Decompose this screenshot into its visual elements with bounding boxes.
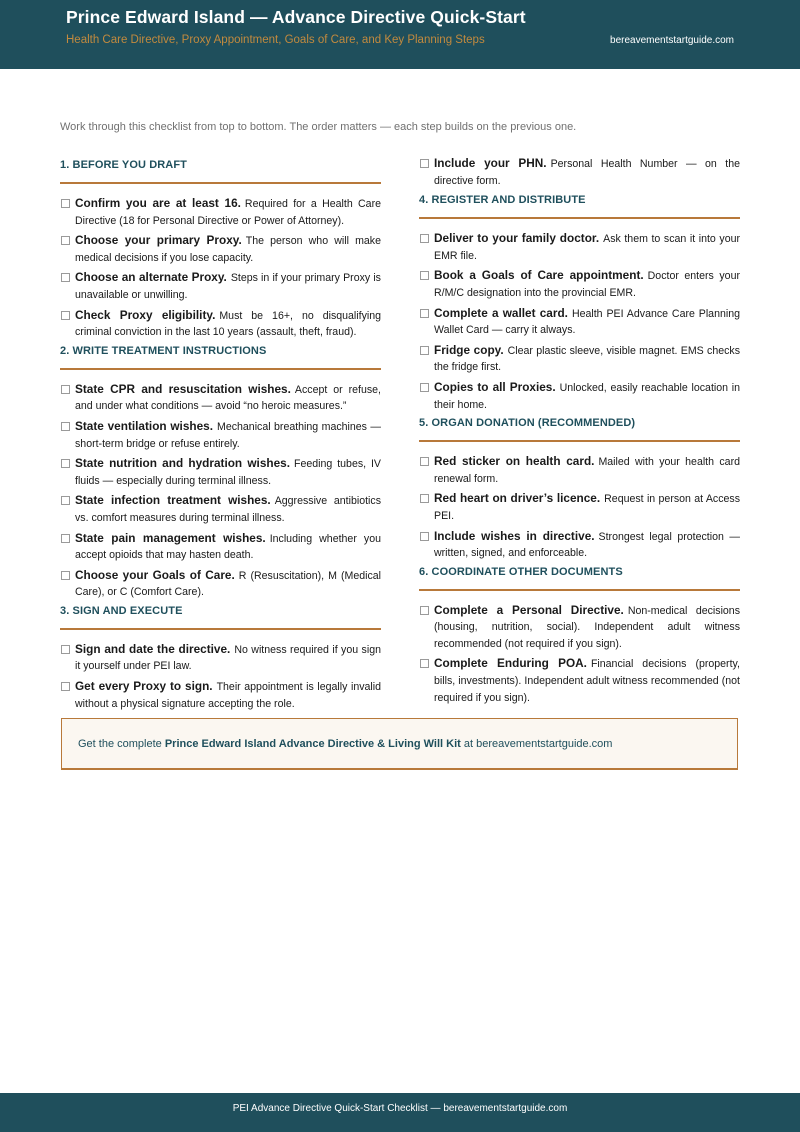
checklist-item: [419, 490, 740, 524]
section-heading: 4. REGISTER AND DISTRIBUTE: [419, 194, 740, 219]
item-description: Including whether you accept opioids that may hasten death.: [75, 532, 381, 562]
checkbox[interactable]: [61, 422, 70, 431]
checkbox[interactable]: [420, 383, 429, 392]
section-register-and-distribute: [419, 194, 740, 413]
section-heading: 6. COORDINATE OTHER DOCUMENTS: [419, 566, 740, 591]
section-write-treatment-instructions: [60, 345, 381, 601]
item-lead: Choose an alternate Proxy.: [75, 270, 227, 285]
page-footer: [0, 1093, 800, 1132]
checklist-item: [419, 602, 740, 653]
checklist-item: [60, 418, 381, 452]
callout-text: [78, 738, 612, 750]
checkbox[interactable]: [420, 457, 429, 466]
item-lead: State pain management wishes.: [75, 530, 266, 545]
item-lead: Choose your primary Proxy.: [75, 233, 242, 248]
checklist-item: [60, 567, 381, 601]
page-subtitle: Health Care Directive, Proxy Appointment, Goals of Care, and Key Planning Steps: [66, 34, 485, 46]
checklist-item: [60, 492, 381, 526]
item-description: Their appointment is legally invalid without a physical signature accepting the role.: [75, 681, 381, 710]
item-lead: Fridge copy.: [434, 342, 504, 357]
item-description: Required for a Health Care Directive (18 for Personal Directive or Power of Attorney).: [75, 198, 381, 227]
item-lead: Include your PHN.: [434, 156, 547, 170]
item-description: Strongest legal protection — written, signed, and enforceable.: [434, 530, 740, 560]
item-lead: Complete a Personal Directive.: [434, 602, 624, 617]
checklist-item: [419, 230, 740, 264]
checklist-item: [419, 155, 740, 189]
checkbox[interactable]: [420, 606, 429, 615]
item-description: Ask them to scan it into your EMR file.: [434, 233, 740, 262]
checkbox[interactable]: [420, 659, 429, 668]
item-description: Personal Health Number — on the directive form.: [434, 158, 740, 187]
section-coordinate-other-documents: [419, 566, 740, 707]
checkbox[interactable]: [420, 494, 429, 503]
checklist-item: [60, 232, 381, 266]
checklist-item: [60, 641, 381, 675]
section-heading: 2. WRITE TREATMENT INSTRUCTIONS: [60, 345, 381, 370]
kit-callout: [61, 718, 738, 770]
left-column: [60, 155, 381, 715]
item-lead: Choose your Goals of Care.: [75, 567, 235, 582]
item-lead: Deliver to your family doctor.: [434, 231, 600, 246]
checkbox[interactable]: [61, 273, 70, 282]
item-description: Health PEI Advance Care Planning Wallet Card — carry it always.: [434, 307, 740, 337]
checkbox[interactable]: [61, 459, 70, 468]
callout-suffix: at bereavementstartguide.com: [463, 738, 613, 750]
checkbox[interactable]: [420, 532, 429, 541]
checkbox[interactable]: [420, 159, 429, 168]
item-description: Steps in if your primary Proxy is unavailable or unwilling.: [75, 272, 381, 301]
item-description: Financial decisions (property, bills, investments). Independent adult witness recommended (not required if you sign).: [434, 658, 740, 704]
checklist-item: [60, 678, 381, 712]
checkbox[interactable]: [420, 271, 429, 280]
checkbox[interactable]: [61, 199, 70, 208]
item-description: The person who will make medical decisions if you lose capacity.: [75, 235, 381, 264]
item-description: Unlocked, easily reachable location in their home.: [434, 381, 740, 411]
section-before-you-draft: [60, 159, 381, 341]
checkbox[interactable]: [420, 234, 429, 243]
checklist-item: [419, 342, 740, 376]
checkbox[interactable]: [61, 385, 70, 394]
item-lead: Sign and date the directive.: [75, 641, 231, 656]
item-lead: Get every Proxy to sign.: [75, 679, 213, 694]
header-site-link[interactable]: bereavementstartguide.com: [610, 35, 734, 46]
checklist-item: [419, 305, 740, 339]
checklist-item: [60, 381, 381, 415]
intro-text: Work through this checklist from top to bottom. The order matters — each step builds on the previous one.: [60, 121, 577, 133]
section-sign-and-execute-continued: [419, 155, 740, 189]
item-description: Aggressive antibiotics vs. comfort measures during terminal illness.: [75, 495, 381, 524]
checklist-item: [60, 530, 381, 564]
checkbox[interactable]: [420, 309, 429, 318]
checklist-item: [419, 655, 740, 706]
checklist-item: [60, 269, 381, 303]
item-description: Accept or refuse, and under what conditions — avoid “no heroic measures.”: [75, 383, 381, 413]
page-title: Prince Edward Island — Advance Directive Quick-Start: [66, 7, 526, 27]
kit-link[interactable]: Prince Edward Island Advance Directive & Living Will Kit: [164, 738, 461, 750]
page-header: [0, 0, 800, 69]
callout-prefix: Get the complete: [78, 738, 162, 750]
item-description: Feeding tubes, IV fluids — especially during terminal illness.: [75, 458, 381, 487]
item-lead: Red sticker on health card.: [434, 454, 595, 469]
checkbox[interactable]: [61, 311, 70, 320]
checkbox[interactable]: [420, 346, 429, 355]
item-description: Mechanical breathing machines — short-term bridge or refuse entirely.: [75, 420, 381, 450]
item-lead: State infection treatment wishes.: [75, 493, 271, 508]
checklist-item: [60, 455, 381, 489]
item-lead: Complete a wallet card.: [434, 305, 568, 320]
item-description: Doctor enters your R/M/C designation into the provincial EMR.: [434, 270, 740, 299]
checklist-item: [419, 528, 740, 562]
item-lead: Copies to all Proxies.: [434, 379, 556, 394]
item-description: No witness required if you sign it yourself under PEI law.: [75, 643, 381, 673]
item-lead: Book a Goals of Care appointment.: [434, 268, 644, 283]
item-lead: State nutrition and hydration wishes.: [75, 456, 291, 471]
checkbox[interactable]: [61, 534, 70, 543]
checkbox[interactable]: [61, 571, 70, 580]
section-sign-and-execute: [60, 605, 381, 712]
right-column: [419, 155, 740, 709]
checkbox[interactable]: [61, 645, 70, 654]
checkbox[interactable]: [61, 236, 70, 245]
section-heading: 5. ORGAN DONATION (RECOMMENDED): [419, 417, 740, 442]
item-lead: Confirm you are at least 16.: [75, 196, 241, 210]
item-description: Clear plastic sleeve, visible magnet. EMS checks the fridge first.: [434, 344, 740, 374]
item-lead: Red heart on driver’s licence.: [434, 491, 601, 506]
item-description: Request in person at Access PEI.: [434, 493, 740, 522]
item-lead: State ventilation wishes.: [75, 418, 213, 433]
section-organ-donation: [419, 417, 740, 562]
item-lead: Include wishes in directive.: [434, 528, 595, 543]
checkbox[interactable]: [61, 682, 70, 691]
item-description: Mailed with your health card renewal form.: [434, 456, 740, 485]
checkbox[interactable]: [61, 496, 70, 505]
item-lead: Complete Enduring POA.: [434, 656, 587, 671]
item-lead: State CPR and resuscitation wishes.: [75, 381, 291, 396]
item-description: R (Resuscitation), M (Medical Care), or C (Comfort Care).: [75, 569, 381, 599]
item-description: Non-medical decisions (housing, nutrition, social). Independent adult witness recommended (not required if you sign).: [434, 604, 740, 650]
checklist-item: [419, 453, 740, 487]
checklist-item: [419, 267, 740, 301]
item-description: Must be 16+, no disqualifying criminal conviction in the last 10 years (assault, theft, fraud).: [75, 309, 382, 339]
section-heading: 1. BEFORE YOU DRAFT: [60, 159, 381, 184]
checklist-item: [419, 379, 740, 413]
checklist-item: [60, 307, 381, 341]
item-lead: Check Proxy eligibility.: [75, 307, 216, 322]
footer-text: PEI Advance Directive Quick-Start Checklist — bereavementstartguide.com: [232, 1103, 568, 1114]
checklist-item: [60, 195, 381, 229]
section-heading: 3. SIGN AND EXECUTE: [60, 605, 381, 630]
